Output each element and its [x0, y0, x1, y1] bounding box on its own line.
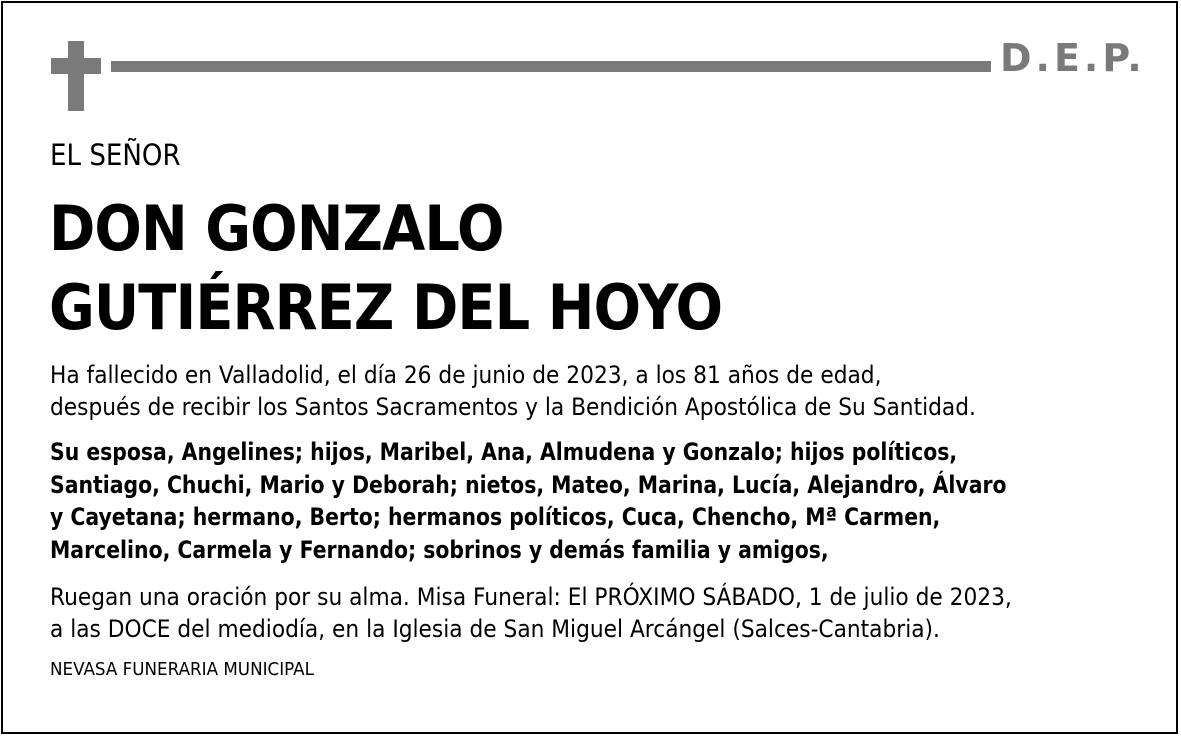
family-list-line: Marcelino, Carmela y Fernando; sobrinos y demás familia y amigos, — [50, 535, 829, 564]
cross-icon — [51, 41, 101, 111]
honorific: EL SEÑOR — [50, 138, 181, 172]
family-list — [50, 436, 1007, 566]
family-list-line: y Cayetana; hermano, Berto; hermanos políticos, Cuca, Chencho, Mª Carmen, — [50, 503, 941, 531]
dep-label: D.E.P. — [1000, 36, 1146, 80]
mass-details-line: a las DOCE del mediodía, en la Iglesia de San Miguel Arcángel (Salces-Cantabria). — [50, 615, 940, 643]
death-announcement-line: Ha fallecido en Valladolid, el día 26 de junio de 2023, a los 81 años de edad, — [50, 361, 882, 389]
obituary-notice — [1, 1, 1178, 734]
family-list-line: Santiago, Chuchi, Mario y Deborah; nietos, Mateo, Marina, Lucía, Alejandro, Álvaro — [50, 470, 1007, 499]
header-rule — [111, 61, 991, 72]
death-announcement — [50, 359, 976, 423]
mass-details-line: Ruegan una oración por su alma. Misa Funeral: El PRÓXIMO SÁBADO, 1 de julio de 2023, — [50, 583, 1012, 611]
death-announcement-line: después de recibir los Santos Sacramentos y la Bendición Apostólica de Su Santidad. — [50, 393, 976, 421]
family-list-line: Su esposa, Angelines; hijos, Maribel, Ana, Almudena y Gonzalo; hijos políticos, — [50, 438, 958, 466]
mass-details — [50, 581, 1012, 645]
deceased-name-line-2: GUTIÉRREZ DEL HOYO — [49, 271, 723, 344]
funeral-home: NEVASA FUNERARIA MUNICIPAL — [50, 659, 314, 680]
deceased-name-line-1: DON GONZALO — [49, 192, 504, 265]
